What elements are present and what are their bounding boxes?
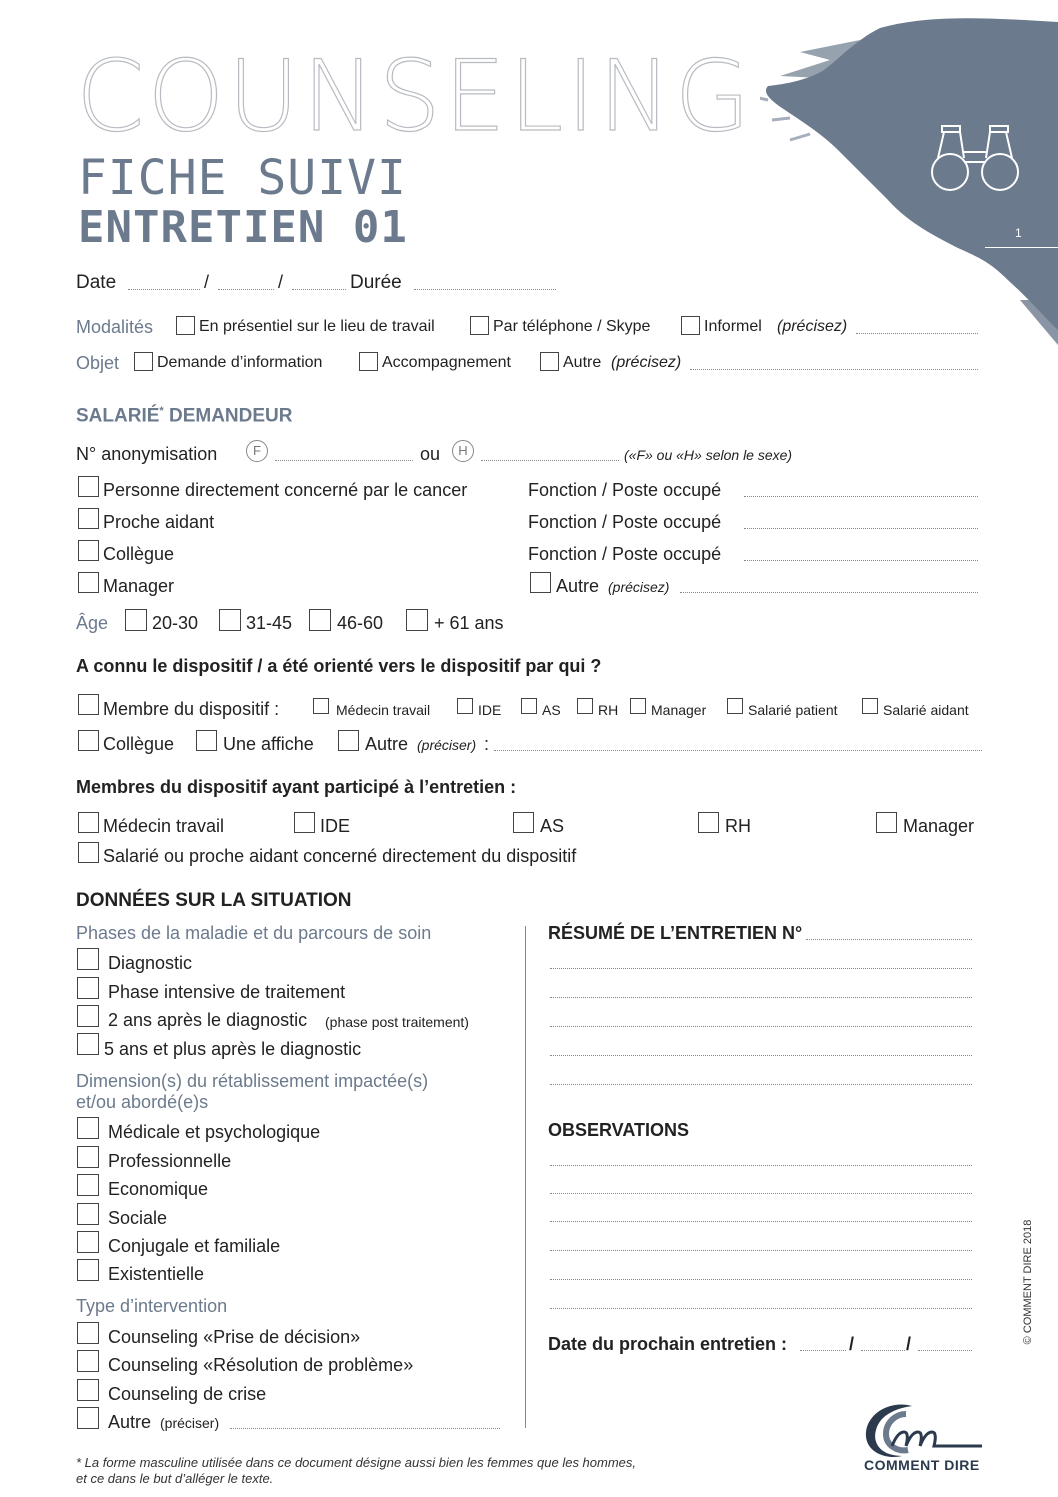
- date-year-field[interactable]: [292, 289, 346, 290]
- age-31-45-label: 31-45: [246, 613, 293, 633]
- objet-precisez-field[interactable]: [690, 369, 978, 370]
- objet-autre-checkbox[interactable]: [540, 352, 559, 371]
- phase-5ans-checkbox[interactable]: [77, 1033, 99, 1055]
- prochain-sep-1: /: [849, 1334, 855, 1354]
- proche-aidant-checkbox[interactable]: [78, 508, 99, 529]
- connu-affiche-label: Une affiche: [223, 734, 314, 754]
- connu-rh-label: RH: [598, 702, 619, 718]
- date-sep-1: /: [204, 272, 210, 292]
- ou-label: ou: [420, 444, 441, 464]
- connu-manager-checkbox[interactable]: [630, 698, 646, 714]
- type-crise-label: Counseling de crise: [108, 1384, 267, 1404]
- connu-collegue-label: Collègue: [103, 734, 175, 754]
- dimension-existentielle-label: Existentielle: [108, 1264, 205, 1284]
- resume-line-1[interactable]: [550, 968, 972, 969]
- connu-medecin-checkbox[interactable]: [313, 698, 329, 714]
- dimension-sociale-checkbox[interactable]: [77, 1203, 99, 1225]
- objet-information-checkbox[interactable]: [134, 352, 153, 371]
- phase-5ans-label: 5 ans et plus après le diagnostic: [104, 1039, 362, 1059]
- phase-intensive-checkbox[interactable]: [77, 977, 99, 999]
- connu-ide-checkbox[interactable]: [457, 698, 473, 714]
- duree-label: Durée: [350, 272, 402, 293]
- form-subtitle-2: ENTRETIEN 01: [78, 202, 408, 253]
- manager-label: Manager: [103, 576, 175, 596]
- connu-collegue-checkbox[interactable]: [78, 730, 99, 751]
- prochain-year-field[interactable]: [918, 1350, 972, 1351]
- objet-information-label: Demande d’information: [157, 354, 323, 371]
- page-number: 1: [1015, 226, 1022, 240]
- resume-line-2[interactable]: [550, 997, 972, 998]
- membres-rh-label: RH: [725, 816, 751, 836]
- connu-autre-checkbox[interactable]: [338, 730, 359, 751]
- age-46-60-label: 46-60: [337, 613, 384, 633]
- page-number-rule: [985, 247, 1058, 248]
- objet-autre-label: Autre: [563, 354, 602, 371]
- connu-rh-checkbox[interactable]: [577, 698, 593, 714]
- duree-field[interactable]: [414, 289, 556, 290]
- anonymisation-h-field[interactable]: [481, 460, 619, 461]
- connu-autre-field[interactable]: [494, 750, 982, 751]
- observations-title: OBSERVATIONS: [548, 1120, 690, 1140]
- modalite-telephone-checkbox[interactable]: [470, 316, 489, 335]
- prochain-entretien-label: Date du prochain entretien :: [548, 1334, 788, 1354]
- dimension-medicale-label: Médicale et psychologique: [108, 1122, 321, 1142]
- type-decision-checkbox[interactable]: [77, 1322, 99, 1344]
- phase-intensive-label: Phase intensive de traitement: [108, 982, 346, 1002]
- modalite-telephone-label: Par téléphone / Skype: [493, 318, 651, 335]
- observations-line-1[interactable]: [550, 1165, 972, 1166]
- phase-2ans-label: 2 ans après le diagnostic: [108, 1010, 308, 1030]
- phase-diagnostic-label: Diagnostic: [108, 953, 193, 973]
- fonction-field-2[interactable]: [744, 528, 978, 529]
- modalite-presentiel-checkbox[interactable]: [176, 316, 195, 335]
- footnote-line-2: et ce dans le but d’alléger le texte.: [76, 1471, 274, 1486]
- connu-ide-label: IDE: [478, 702, 502, 718]
- dimension-professionnelle-label: Professionnelle: [108, 1151, 232, 1171]
- comment-dire-logo-icon: [862, 1402, 986, 1462]
- salarie-section-title: SALARIÉ* DEMANDEUR: [76, 405, 293, 427]
- phase-2ans-checkbox[interactable]: [77, 1005, 99, 1027]
- observations-line-4[interactable]: [550, 1250, 972, 1251]
- type-autre-checkbox[interactable]: [77, 1407, 99, 1429]
- connu-salarie-patient-label: Salarié patient: [748, 702, 838, 718]
- membres-manager-checkbox[interactable]: [876, 812, 897, 833]
- modalite-precisez-field[interactable]: [856, 333, 978, 334]
- footnote-line-1: * La forme masculine utilisée dans ce document désigne aussi bien les femmes que les hommes,: [76, 1455, 637, 1470]
- phase-2ans-note: (phase post traitement): [325, 1014, 469, 1030]
- objet-label: Objet: [76, 353, 120, 373]
- connu-as-checkbox[interactable]: [521, 698, 537, 714]
- connu-salarie-aidant-checkbox[interactable]: [862, 698, 878, 714]
- dimension-conjugale-label: Conjugale et familiale: [108, 1236, 281, 1256]
- salarie-autre-label: Autre: [556, 576, 600, 596]
- observations-line-2[interactable]: [550, 1193, 972, 1194]
- phases-title: Phases de la maladie et du parcours de soin: [76, 923, 432, 943]
- prochain-sep-2: /: [906, 1334, 912, 1354]
- modalite-precisez: (précisez): [777, 318, 848, 335]
- date-month-field[interactable]: [218, 289, 274, 290]
- collegue-label: Collègue: [103, 544, 175, 564]
- prochain-month-field[interactable]: [861, 1350, 905, 1351]
- age-20-30-checkbox[interactable]: [125, 609, 147, 631]
- fonction-label-3: Fonction / Poste occupé: [528, 544, 722, 564]
- resume-line-4[interactable]: [550, 1055, 972, 1056]
- salarie-autre-field[interactable]: [680, 592, 978, 593]
- age-31-45-checkbox[interactable]: [219, 609, 241, 631]
- type-crise-checkbox[interactable]: [77, 1379, 99, 1401]
- manager-checkbox[interactable]: [78, 572, 99, 593]
- age-61-label: + 61 ans: [434, 613, 504, 633]
- membres-ide-checkbox[interactable]: [294, 812, 315, 833]
- objet-precisez: (précisez): [611, 354, 682, 371]
- fonction-field-1[interactable]: [744, 496, 978, 497]
- observations-line-6[interactable]: [550, 1308, 972, 1309]
- connu-salarie-aidant-label: Salarié aidant: [883, 702, 969, 718]
- type-intervention-title: Type d’intervention: [76, 1296, 228, 1316]
- binoculars-icon: [928, 122, 1022, 196]
- observations-line-3[interactable]: [550, 1221, 972, 1222]
- resume-number-field[interactable]: [806, 939, 972, 940]
- dimension-professionnelle-checkbox[interactable]: [77, 1146, 99, 1168]
- membres-question: Membres du dispositif ayant participé à l’entretien :: [76, 777, 517, 797]
- membres-as-checkbox[interactable]: [513, 812, 534, 833]
- objet-accompagnement-checkbox[interactable]: [359, 352, 378, 371]
- modalite-informel-checkbox[interactable]: [681, 316, 700, 335]
- modalite-presentiel-label: En présentiel sur le lieu de travail: [199, 318, 435, 335]
- connu-preciser: (préciser): [417, 737, 477, 753]
- membre-dispositif-checkbox[interactable]: [78, 694, 99, 715]
- footnote: [76, 1455, 636, 1487]
- connu-question: A connu le dispositif / a été orienté vers le dispositif par qui ?: [76, 656, 602, 676]
- salarie-autre-checkbox[interactable]: [530, 572, 551, 593]
- type-autre-label: Autre: [108, 1412, 152, 1432]
- membres-medecin-label: Médecin travail: [103, 816, 225, 836]
- dimension-conjugale-checkbox[interactable]: [77, 1231, 99, 1253]
- column-divider: [525, 926, 526, 1428]
- age-46-60-checkbox[interactable]: [309, 609, 331, 631]
- fonction-label-2: Fonction / Poste occupé: [528, 512, 722, 532]
- salarie-autre-precisez: (précisez): [608, 579, 670, 595]
- proche-aidant-label: Proche aidant: [103, 512, 215, 532]
- copyright-text: © COMMENT DIRE 2018: [1022, 1219, 1034, 1345]
- connu-salarie-patient-checkbox[interactable]: [727, 698, 743, 714]
- objet-accompagnement-label: Accompagnement: [382, 354, 511, 371]
- membres-rh-checkbox[interactable]: [698, 812, 719, 833]
- sexe-note: («F» ou «H» selon le sexe): [624, 447, 793, 463]
- dimension-title-line1: Dimension(s) du rétablissement impactée(s): [76, 1071, 429, 1091]
- date-day-field[interactable]: [128, 289, 200, 290]
- anonymisation-f-field[interactable]: [275, 460, 413, 461]
- connu-autre-label: Autre: [365, 734, 409, 754]
- form-subtitle-1: FICHE SUIVI: [78, 150, 407, 206]
- sexe-f-marker: F: [246, 440, 268, 462]
- fonction-label-1: Fonction / Poste occupé: [528, 480, 722, 500]
- salarie-concerne-checkbox[interactable]: [78, 476, 99, 497]
- salarie-concerne-label: Personne directement concerné par le cancer: [103, 480, 468, 500]
- prochain-day-field[interactable]: [800, 1350, 846, 1351]
- type-probleme-checkbox[interactable]: [77, 1350, 99, 1372]
- membres-manager-label: Manager: [903, 816, 975, 836]
- membres-medecin-checkbox[interactable]: [78, 812, 99, 833]
- age-61-checkbox[interactable]: [406, 609, 428, 631]
- collegue-checkbox[interactable]: [78, 540, 99, 561]
- date-sep-2: /: [278, 272, 284, 292]
- type-autre-preciser: (préciser): [160, 1415, 220, 1431]
- page-title: COUNSELING: [76, 40, 754, 154]
- membres-ide-label: IDE: [320, 816, 351, 836]
- type-probleme-label: Counseling «Résolution de problème»: [108, 1355, 414, 1375]
- date-label: Date: [76, 272, 117, 293]
- modalites-label: Modalités: [76, 317, 154, 337]
- membres-salarie-label: Salarié ou proche aidant concerné directement du dispositif: [103, 846, 577, 866]
- dimension-title-line2: et/ou abordé(e)s: [76, 1092, 209, 1112]
- logo-text: COMMENT DIRE: [864, 1457, 980, 1473]
- connu-as-label: AS: [542, 702, 561, 718]
- type-decision-label: Counseling «Prise de décision»: [108, 1327, 361, 1347]
- resume-line-3[interactable]: [550, 1026, 972, 1027]
- membre-dispositif-label: Membre du dispositif :: [103, 699, 280, 719]
- dimension-existentielle-checkbox[interactable]: [77, 1259, 99, 1281]
- dimension-economique-checkbox[interactable]: [77, 1174, 99, 1196]
- dimension-economique-label: Economique: [108, 1179, 209, 1199]
- resume-title: RÉSUMÉ DE L’ENTRETIEN N°: [548, 923, 803, 943]
- membres-salarie-checkbox[interactable]: [78, 842, 99, 863]
- type-autre-field[interactable]: [230, 1428, 500, 1429]
- connu-affiche-checkbox[interactable]: [196, 730, 217, 751]
- age-label: Âge: [76, 613, 109, 633]
- connu-manager-label: Manager: [651, 702, 707, 718]
- dimension-medicale-checkbox[interactable]: [77, 1117, 99, 1139]
- connu-colon: :: [484, 734, 490, 754]
- modalite-informel-label: Informel: [704, 318, 762, 335]
- age-20-30-label: 20-30: [152, 613, 199, 633]
- donnees-section-title: DONNÉES SUR LA SITUATION: [76, 890, 352, 911]
- resume-line-5[interactable]: [550, 1084, 972, 1085]
- sexe-h-marker: H: [452, 440, 474, 462]
- phase-diagnostic-checkbox[interactable]: [77, 948, 99, 970]
- connu-medecin-label: Médecin travail: [336, 702, 431, 718]
- dimension-sociale-label: Sociale: [108, 1208, 168, 1228]
- observations-line-5[interactable]: [550, 1279, 972, 1280]
- anonymisation-label: N° anonymisation: [76, 444, 218, 464]
- fonction-field-3[interactable]: [744, 560, 978, 561]
- membres-as-label: AS: [540, 816, 565, 836]
